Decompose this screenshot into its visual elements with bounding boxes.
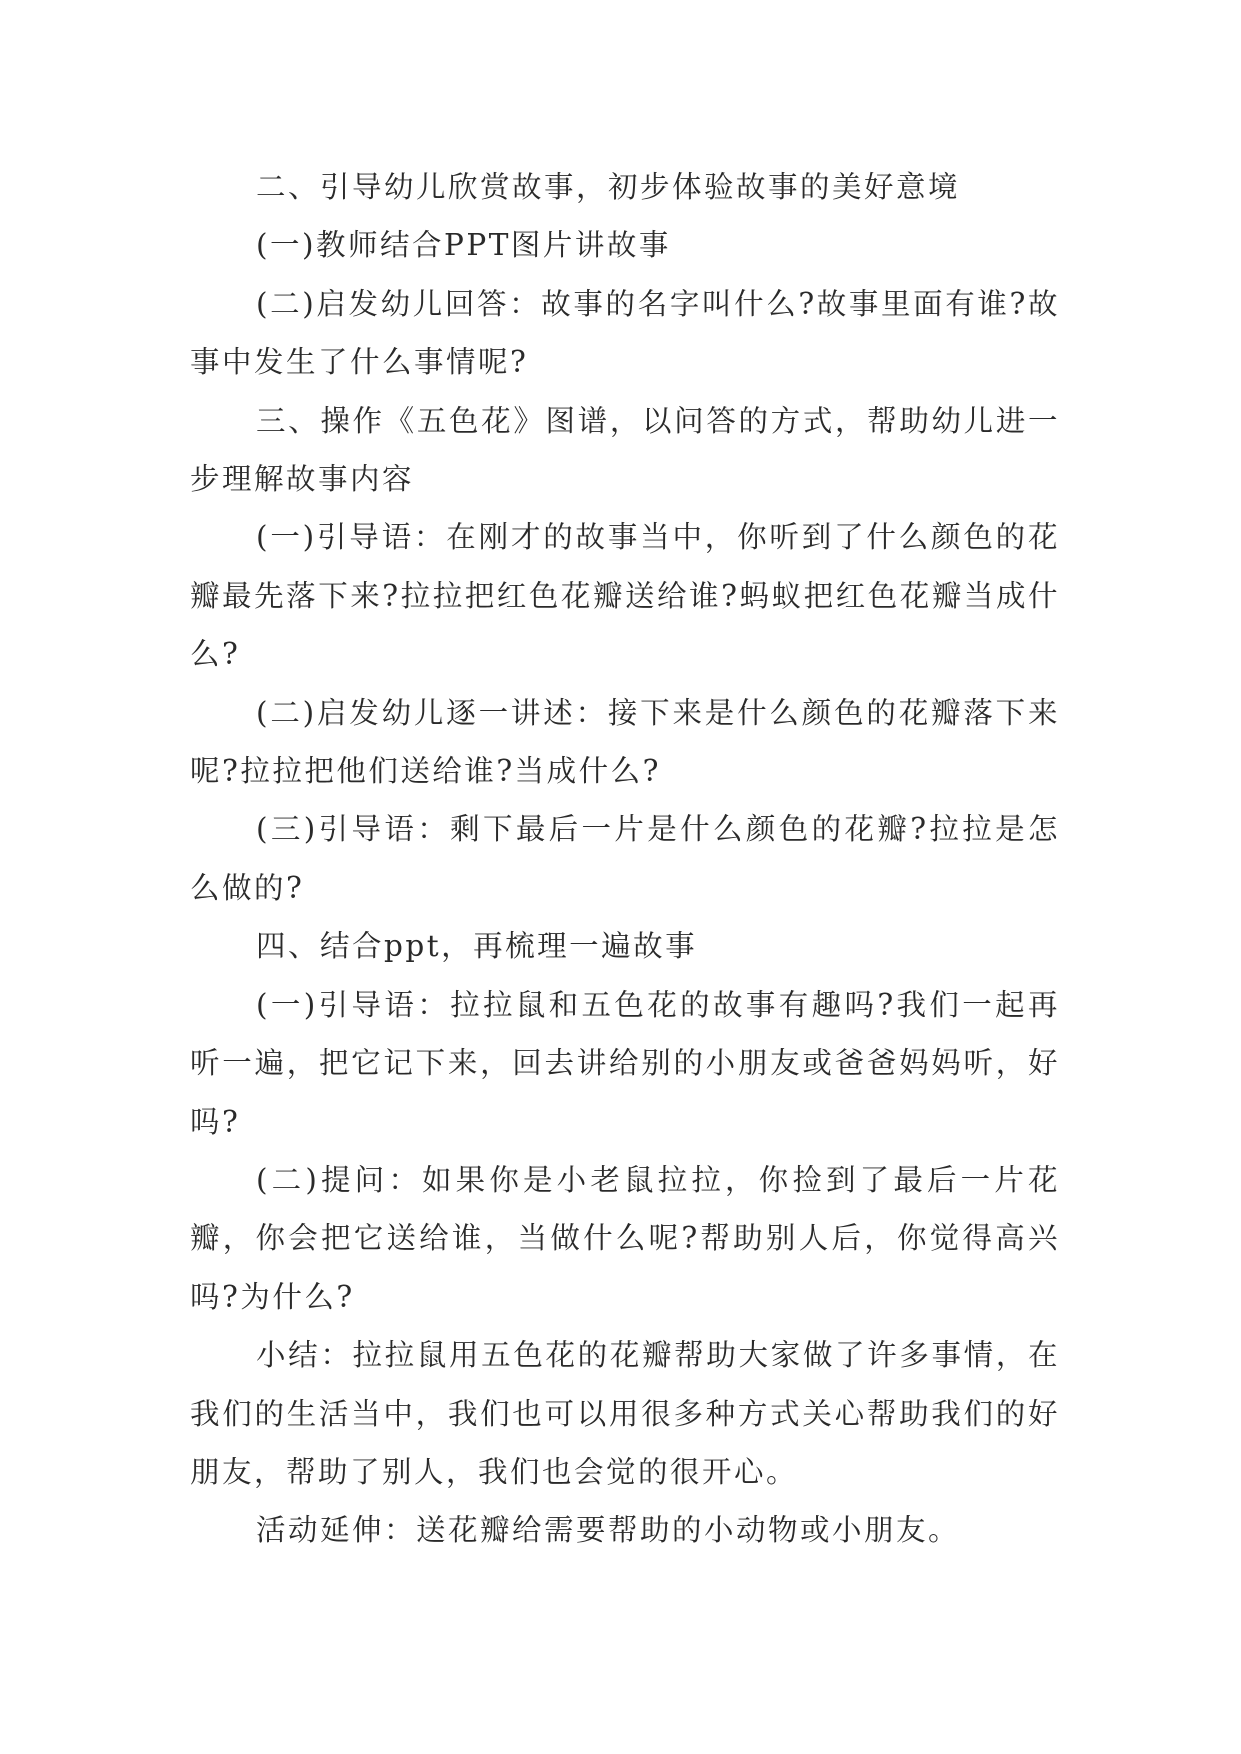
extension-paragraph: 活动延伸：送花瓣给需要帮助的小动物或小朋友。 bbox=[256, 1513, 961, 1548]
section-heading-3: 三、操作《五色花》图谱，以问答的方式，帮助幼儿进一步理解故事内容 bbox=[190, 403, 1060, 497]
list-item: (一)引导语：拉拉鼠和五色花的故事有趣吗?我们一起再听一遍，把它记下来，回去讲给别的小朋友或爸爸妈妈听，好吗? bbox=[190, 987, 1060, 1139]
list-item: (二)启发幼儿逐一讲述：接下来是什么颜色的花瓣落下来呢?拉拉把他们送给谁?当成什么? bbox=[190, 695, 1060, 789]
summary-paragraph: 小结：拉拉鼠用五色花的花瓣帮助大家做了许多事情，在我们的生活当中，我们也可以用很多种方式关心帮助我们的好朋友，帮助了别人，我们也会觉的很开心。 bbox=[190, 1338, 1060, 1489]
list-item: (三)引导语：剩下最后一片是什么颜色的花瓣?拉拉是怎么做的? bbox=[190, 812, 1060, 905]
list-item: (一)引导语：在刚才的故事当中，你听到了什么颜色的花瓣最先落下来?拉拉把红色花瓣送给谁?蚂蚁把红色花瓣当成什么? bbox=[190, 520, 1060, 672]
list-item: (一)教师结合PPT图片讲故事 bbox=[256, 228, 671, 263]
list-item: (二)提问：如果你是小老鼠拉拉，你捡到了最后一片花瓣，你会把它送给谁，当做什么呢?帮助别人后，你觉得高兴吗?为什么? bbox=[190, 1162, 1060, 1314]
section-heading-2: 二、引导幼儿欣赏故事，初步体验故事的美好意境 bbox=[256, 170, 961, 204]
list-item: (二)启发幼儿回答：故事的名字叫什么?故事里面有谁?故事中发生了什么事情呢? bbox=[190, 286, 1060, 380]
section-heading-4: 四、结合ppt，再梳理一遍故事 bbox=[256, 929, 698, 964]
document-body bbox=[190, 158, 1060, 1560]
